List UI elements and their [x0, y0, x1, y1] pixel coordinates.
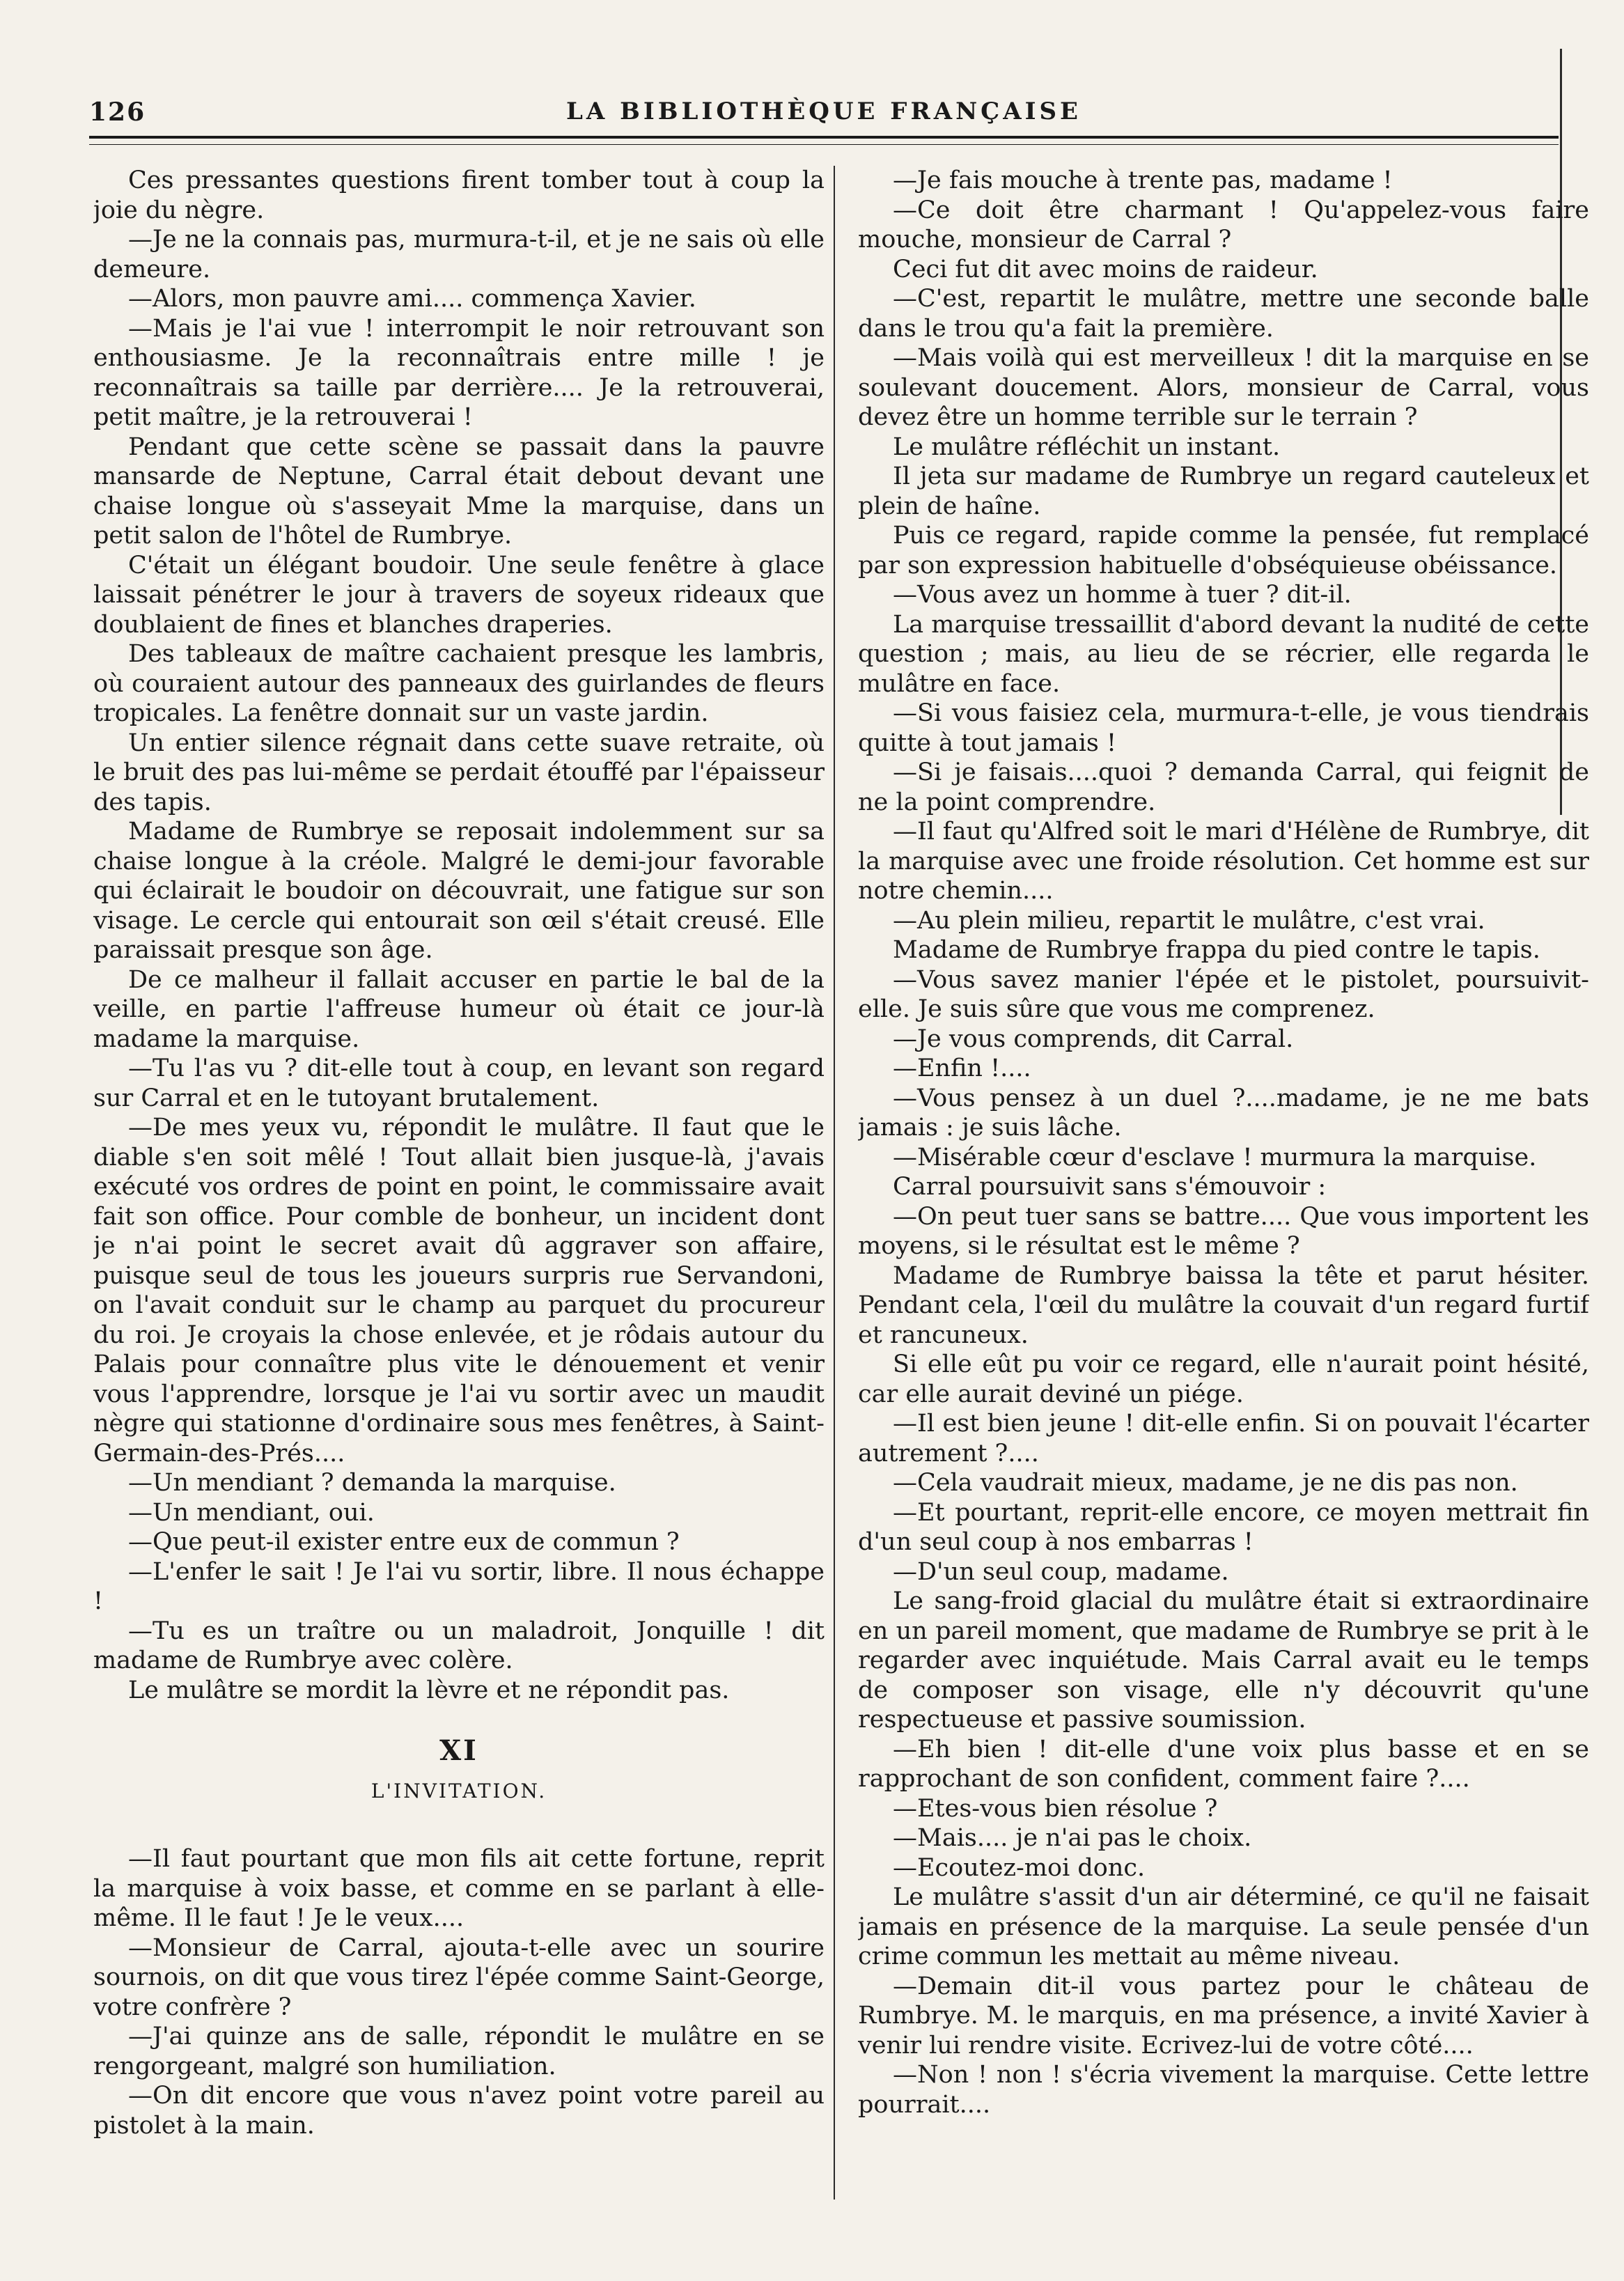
right-column: [858, 166, 1589, 2200]
paragraph: —De mes yeux vu, répondit le mulâtre. Il faut que le diable s'en soit mêlé ! Tout allait bien jusque-là, j'avais exécuté vos ordres de point en point, le commissaire avait fait son office. Pour comble de bonheur, un incident dont je n'ai point le secret avait dû aggraver son affaire, puisque seul de tous les joueurs surpris rue Servandoni, on l'avait conduit sur le champ au parquet du procureur du roi. Je croyais la chose enlevée, et je rôdais autour du Palais pour connaître plus vite le dénouement et venir vous l'apprendre, lorsque je l'ai vu sortir avec un maudit nègre qui stationne d'ordinaire sous mes fenêtres, à Saint-Germain-des-Prés....: [93, 1114, 825, 1468]
paragraph: —Ecoutez-moi donc.: [893, 1853, 1146, 1882]
paragraph: —Un mendiant, oui.: [128, 1498, 375, 1527]
paragraph: —Si je faisais....quoi ? demanda Carral, qui feignit de ne la point comprendre.: [858, 758, 1589, 816]
paragraph: —Et pourtant, reprit-elle encore, ce moyen mettrait fin d'un seul coup à nos embarras !: [858, 1498, 1589, 1556]
paragraph: —Vous avez un homme à tuer ? dit-il.: [893, 581, 1352, 609]
paragraph: Puis ce regard, rapide comme la pensée, fut remplacé par son expression habituelle d'obséquieuse obéissance.: [858, 522, 1589, 579]
running-title: LA BIBLIOTHÈQUE FRANÇAISE: [566, 98, 1082, 125]
paragraph: —Mais voilà qui est merveilleux ! dit la marquise en se soulevant doucement. Alors, monsieur de Carral, vous devez être un homme terrible sur le terrain ?: [858, 344, 1589, 431]
paragraph: C'était un élégant boudoir. Une seule fenêtre à glace laissait pénétrer le jour à travers de soyeux rideaux que doublaient de fines et blanches draperies.: [93, 551, 825, 639]
paragraph: —Si vous faisiez cela, murmura-t-elle, je vous tiendrais quitte à tout jamais !: [858, 699, 1589, 757]
paragraph: —On peut tuer sans se battre.... Que vous importent les moyens, si le résultat est le même ?: [858, 1202, 1589, 1260]
paragraph: —Je vous comprends, dit Carral.: [893, 1025, 1294, 1053]
chapter-number: XI: [439, 1734, 478, 1767]
paragraph: Un entier silence régnait dans cette suave retraite, où le bruit des pas lui-même se perdait étouffé par l'épaisseur des tapis.: [93, 729, 825, 816]
paragraph: —Que peut-il exister entre eux de commun ?: [128, 1528, 680, 1556]
header-rule-thin: [89, 144, 1559, 145]
paragraph: Madame de Rumbrye baissa la tête et parut hésiter. Pendant cela, l'œil du mulâtre la couvait d'un regard furtif et rancuneux.: [858, 1261, 1589, 1349]
paragraph: —Mais je l'ai vue ! interrompit le noir retrouvant son enthousiasme. Je la reconnaîtrais entre mille ! je reconnaîtrais sa taille par derrière.... Je la retrouverai, petit maître, je la retrouverai !: [93, 314, 825, 431]
paragraph: —Etes-vous bien résolue ?: [893, 1794, 1218, 1823]
paragraph: De ce malheur il fallait accuser en partie le bal de la veille, en partie l'affreuse humeur où était ce jour-là madame la marquise.: [93, 965, 825, 1053]
paragraph: Ceci fut dit avec moins de raideur.: [893, 255, 1318, 283]
paragraph: —Enfin !....: [893, 1054, 1031, 1082]
paragraph: —Tu es un traître ou un maladroit, Jonquille ! dit madame de Rumbrye avec colère.: [93, 1617, 825, 1674]
paragraph: La marquise tressaillit d'abord devant la nudité de cette question ; mais, au lieu de se récrier, elle regarda le mulâtre en face.: [858, 610, 1589, 698]
paragraph: —Au plein milieu, repartit le mulâtre, c'est vrai.: [893, 906, 1485, 935]
paragraph: Madame de Rumbrye se reposait indolemment sur sa chaise longue à la créole. Malgré le demi-jour favorable qui éclairait le boudoir on découvrait, une fatigue sur son visage. Le cercle qui entourait son œil s'était creusé. Elle paraissait presque son âge.: [93, 818, 825, 964]
paragraph: —L'enfer le sait ! Je l'ai vu sortir, libre. Il nous échappe !: [93, 1557, 825, 1615]
paragraph: —Il est bien jeune ! dit-elle enfin. Si on pouvait l'écarter autrement ?....: [858, 1410, 1589, 1468]
paragraph: Il jeta sur madame de Rumbrye un regard cauteleux et plein de haîne.: [858, 462, 1589, 520]
header-rule-thick: [89, 136, 1559, 139]
paragraph: Le mulâtre s'assit d'un air déterminé, ce qu'il ne faisait jamais en présence de la marquise. La seule pensée d'un crime commun les mettait au même niveau.: [858, 1883, 1589, 1970]
paragraph: —Monsieur de Carral, ajouta-t-elle avec un sourire sournois, on dit que vous tirez l'épée comme Saint-George, votre confrère ?: [93, 1933, 825, 2021]
paragraph: —Eh bien ! dit-elle d'une voix plus basse et en se rapprochant de son confident, comment faire ?....: [858, 1735, 1589, 1793]
paragraph: Des tableaux de maître cachaient presque les lambris, où couraient autour des panneaux des guirlandes de fleurs tropicales. La fenêtre donnait sur un vaste jardin.: [93, 640, 825, 727]
paragraph: —Ce doit être charmant ! Qu'appelez-vous faire mouche, monsieur de Carral ?: [858, 196, 1589, 254]
column-divider: [834, 166, 835, 2200]
page-header: [89, 98, 1559, 132]
paragraph: —Tu l'as vu ? dit-elle tout à coup, en levant son regard sur Carral et en le tutoyant brutalement.: [93, 1054, 825, 1112]
paragraph: —C'est, repartit le mulâtre, mettre une seconde balle dans le trou qu'a fait la première.: [858, 285, 1589, 343]
chapter-title: L'INVITATION.: [370, 1780, 547, 1803]
paragraph: —Demain dit-il vous partez pour le château de Rumbrye. M. le marquis, en ma présence, a invité Xavier à venir lui rendre visite. Ecrivez-lui de votre côté....: [858, 1972, 1589, 2060]
paragraph: —Mais.... je n'ai pas le choix.: [893, 1824, 1252, 1852]
paragraph: Le sang-froid glacial du mulâtre était si extraordinaire en un pareil moment, que madame de Rumbrye se prit à le regarder avec inquiétude. Mais Carral avait eu le temps de composer son visage, elle n'y découvrit qu'une respectueuse et passive soumission.: [858, 1587, 1589, 1734]
paragraph: —Vous pensez à un duel ?....madame, je ne me bats jamais : je suis lâche.: [858, 1084, 1589, 1142]
paragraph: —Non ! non ! s'écria vivement la marquise. Cette lettre pourrait....: [858, 2061, 1589, 2119]
paragraph: —Vous savez manier l'épée et le pistolet, poursuivit-elle. Je suis sûre que vous me comprenez.: [858, 965, 1589, 1023]
paragraph: Pendant que cette scène se passait dans la pauvre mansarde de Neptune, Carral était debout devant une chaise longue où s'asseyait Mme la marquise, dans un petit salon de l'hôtel de Rumbrye.: [93, 433, 825, 550]
paragraph: —Je ne la connais pas, murmura-t-il, et je ne sais où elle demeure.: [93, 226, 825, 283]
paragraph: —Misérable cœur d'esclave ! murmura la marquise.: [893, 1143, 1537, 1171]
paragraph: Le mulâtre réfléchit un instant.: [893, 433, 1281, 461]
paragraph: —Il faut pourtant que mon fils ait cette fortune, reprit la marquise à voix basse, et comme en se parlant à elle-même. Il le faut ! Je le veux....: [93, 1845, 825, 1932]
paragraph: —Cela vaudrait mieux, madame, je ne dis pas non.: [893, 1469, 1518, 1497]
paragraph: Ces pressantes questions firent tomber tout à coup la joie du nègre.: [93, 166, 825, 224]
paragraph: Le mulâtre se mordit la lèvre et ne répondit pas.: [128, 1676, 730, 1704]
paragraph: Si elle eût pu voir ce regard, elle n'aurait point hésité, car elle aurait deviné un piége.: [858, 1350, 1589, 1408]
left-column: [93, 166, 825, 2200]
paragraph: —Il faut qu'Alfred soit le mari d'Hélène de Rumbrye, dit la marquise avec une froide résolution. Cet homme est sur notre chemin....: [858, 818, 1589, 905]
paragraph: —On dit encore que vous n'avez point votre pareil au pistolet à la main.: [93, 2082, 825, 2140]
paragraph: —Un mendiant ? demanda la marquise.: [128, 1469, 616, 1497]
paragraph: —Je fais mouche à trente pas, madame !: [893, 166, 1393, 194]
paragraph: —D'un seul coup, madame.: [893, 1557, 1229, 1586]
paragraph: Carral poursuivit sans s'émouvoir :: [893, 1173, 1327, 1201]
paragraph: Madame de Rumbrye frappa du pied contre le tapis.: [893, 936, 1540, 964]
paragraph: —J'ai quinze ans de salle, répondit le mulâtre en se rengorgeant, malgré son humiliation.: [93, 2023, 825, 2080]
paragraph: —Alors, mon pauvre ami.... commença Xavier.: [128, 285, 696, 313]
page-number: 126: [89, 98, 146, 127]
